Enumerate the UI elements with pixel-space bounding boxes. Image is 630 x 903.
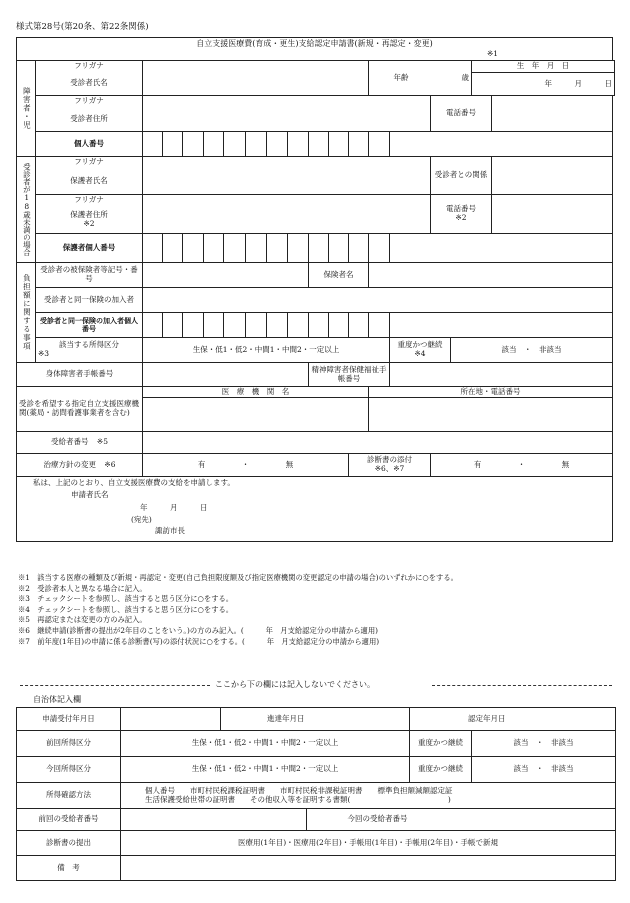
personal-number-rest: [390, 132, 613, 157]
personal-number-digit[interactable]: [369, 234, 390, 263]
treatment-no[interactable]: 無: [285, 459, 294, 469]
application-form: [16, 37, 615, 542]
treatment-yes[interactable]: 有: [197, 459, 206, 469]
note-7: ※7 前年度(1年目)の申請に係る診断書(写)の添付状況に○をする。( 年 月支給認定分の申請から適用): [18, 636, 380, 646]
confirm-method-options[interactable]: [121, 783, 616, 809]
certificate-options[interactable]: [431, 454, 613, 477]
treatment-change-label: [17, 454, 143, 477]
guardian-name-label: 保護者氏名: [36, 169, 143, 195]
personal-number-digit[interactable]: [183, 313, 204, 338]
patient-personal-number-label: 個人番号: [36, 132, 143, 157]
separator-right: [432, 685, 612, 686]
confirm-method-label: 所得確認方法: [17, 783, 121, 809]
income-options[interactable]: 生保・低1・低2・中間1・中間2・一定以上: [143, 338, 390, 363]
treatment-change-options[interactable]: [143, 454, 349, 477]
note-4: ※4 チェックシートを参照し、該当すると思う区分に○をする。: [18, 604, 234, 614]
personal-number-digit[interactable]: [329, 313, 349, 338]
received-date-input[interactable]: [121, 708, 221, 731]
current-recipient-label: 今回の受給者番号: [307, 809, 410, 831]
personal-number-digit[interactable]: [288, 313, 309, 338]
notes: [18, 573, 628, 647]
recipient-number-input[interactable]: [143, 432, 613, 454]
mark-1: ※1: [487, 49, 499, 58]
patient-furigana-input[interactable]: [143, 61, 369, 73]
same-insured-label: 受診者と同一保険の加入者: [36, 288, 143, 313]
insured-number-label: 受診者の被保険者等記号・番号: [36, 263, 143, 288]
personal-number-digit[interactable]: [309, 234, 329, 263]
personal-number-digit[interactable]: [267, 313, 288, 338]
prev-income-label: 前回所得区分: [17, 731, 121, 757]
severe-label: [390, 338, 451, 363]
personal-number-digit[interactable]: [224, 313, 246, 338]
remarks-label: 備 考: [17, 856, 121, 881]
note-6: ※6 継続申請(診断書の提出が2年目のことをいう。)の方のみ記入。( 年 月支給認定分の申請から適用): [18, 625, 378, 635]
personal-number-digit[interactable]: [183, 132, 204, 157]
age-input[interactable]: [411, 61, 472, 96]
personal-number-digit[interactable]: [349, 132, 369, 157]
insured-number-input[interactable]: [143, 263, 309, 288]
personal-number-digit[interactable]: [163, 313, 183, 338]
personal-number-digit[interactable]: [329, 132, 349, 157]
personal-number-digit[interactable]: [246, 132, 267, 157]
birth-label: 生 年 月 日: [472, 61, 615, 73]
guardian-address-mark: ※2: [83, 218, 95, 228]
guardian-address-text: 保護者住所: [70, 210, 108, 220]
office-section-title: 自治体記入欄: [33, 695, 81, 704]
prev-income-options[interactable]: 生保・低1・低2・中間1・中間2・一定以上: [121, 731, 410, 757]
diagnosis-options[interactable]: 医療用(1年目)・医療用(2年目)・手帳用(1年目)・手帳用(2年目)・手帳で新規: [121, 831, 616, 856]
personal-number-digit[interactable]: [204, 132, 224, 157]
treatment-change-text: 治療方針の変更: [43, 459, 97, 469]
remarks-input[interactable]: [121, 856, 616, 881]
guardian-address-furigana-label: フリガナ: [36, 195, 143, 207]
sent-date-input[interactable]: [307, 708, 410, 731]
treatment-change-mark: ※6: [104, 459, 116, 469]
guardian-phone-input[interactable]: [492, 195, 613, 234]
patient-phone-label: 電話番号: [431, 96, 492, 132]
certificate-dot: ・: [517, 459, 526, 469]
institution-label: 受診を希望する指定自立支援医療機関(薬局・訪問看護事業者を含む): [17, 387, 143, 432]
guardian-relation-label: 受診者との関係: [431, 157, 492, 195]
personal-number-digit[interactable]: [369, 313, 390, 338]
personal-number-digit[interactable]: [246, 313, 267, 338]
office-table: [16, 707, 616, 881]
income-label: [36, 338, 143, 363]
current-income-options[interactable]: 生保・低1・低2・中間1・中間2・一定以上: [121, 757, 410, 783]
mayor: 諏訪市長: [155, 526, 185, 535]
institution-name-input[interactable]: [143, 398, 369, 432]
personal-number-digit[interactable]: [309, 132, 329, 157]
certificate-yes[interactable]: 有: [473, 459, 482, 469]
patient-name-label: 受診者氏名: [36, 73, 143, 96]
prev-recipient-label: 前回の受給者番号: [17, 809, 121, 831]
personal-number-digit[interactable]: [267, 132, 288, 157]
personal-number-digit[interactable]: [246, 234, 267, 263]
guardian-address-furigana-input[interactable]: [143, 195, 431, 207]
physical-handbook-label: 身体障害者手帳番号: [17, 363, 143, 387]
sent-date-label: 進達年月日: [221, 708, 307, 731]
personal-number-digit[interactable]: [163, 234, 183, 263]
income-mark: ※3: [38, 349, 50, 358]
approved-date-input[interactable]: [508, 708, 616, 731]
personal-number-rest: [390, 234, 613, 263]
note-1: ※1 該当する医療の種類及び新規・再認定・変更(自己負担限度額及び指定医療機関の変更認定の申請の場合)のいずれかに○をする。: [18, 573, 458, 582]
declaration-block: [17, 477, 613, 542]
current-income-label: 今回所得区分: [17, 757, 121, 783]
insurer-label: 保険者名: [309, 263, 369, 288]
personal-number-digit[interactable]: [163, 132, 183, 157]
declaration-date[interactable]: 年 月 日: [140, 503, 208, 512]
guardian-phone-mark: ※2: [455, 213, 467, 222]
personal-number-digit[interactable]: [369, 132, 390, 157]
separator-left: [20, 685, 210, 686]
separator-text: ここから下の欄には記入しないでください。: [215, 680, 375, 689]
personal-number-digit[interactable]: [309, 313, 329, 338]
burden-section-label: 負担額に関する事項: [17, 263, 36, 363]
personal-number-digit[interactable]: [267, 234, 288, 263]
form-number: 様式第28号(第20条、第22条関係): [16, 22, 149, 32]
patient-address-label: 受診者住所: [36, 108, 143, 132]
guardian-relation-input[interactable]: [492, 157, 613, 195]
guardian-personal-number-label: 保護者個人番号: [36, 234, 143, 263]
personal-number-digit[interactable]: [224, 234, 246, 263]
personal-number-digit[interactable]: [143, 313, 163, 338]
guardian-furigana-label: フリガナ: [36, 157, 143, 169]
same-insured-input[interactable]: [143, 288, 613, 313]
same-insured-number-label: 受診者と同一保険の加入者個人番号: [36, 313, 143, 338]
patient-phone-input[interactable]: [492, 96, 613, 132]
severe-text: 重度かつ継続: [397, 340, 443, 350]
recipient-number-mark: ※5: [96, 437, 108, 447]
certificate-no[interactable]: 無: [561, 459, 570, 469]
personal-number-digit[interactable]: [143, 234, 163, 263]
approved-date-label: 認定年月日: [410, 708, 508, 731]
patient-address-input[interactable]: [143, 108, 431, 132]
certificate-label: [349, 454, 431, 477]
personal-number-digit[interactable]: [224, 132, 246, 157]
patient-address-furigana-input[interactable]: [143, 96, 431, 108]
personal-number-digit[interactable]: [288, 234, 309, 263]
income-text: 該当する所得区分: [59, 340, 119, 350]
personal-number-digit[interactable]: [204, 313, 224, 338]
birth-date-input[interactable]: 年 月 日: [472, 73, 615, 96]
form-title: 自立支援医療費(育成・更生)支給認定申請書(新規・再認定・変更): [196, 39, 433, 48]
personal-number-digit[interactable]: [143, 132, 163, 157]
declaration-statement: 私は、上記のとおり、自立支援医療費の支給を申請します。: [33, 478, 235, 487]
prev-severe-label: 重度かつ継続: [410, 731, 472, 757]
treatment-dot: ・: [241, 459, 250, 469]
severe-mark: ※4: [414, 349, 426, 358]
age-label: 年齢: [369, 61, 411, 96]
note-3: ※3 チェックシートを参照し、該当すると思う区分に○をする。: [18, 594, 234, 604]
guardian-furigana-input[interactable]: [143, 157, 431, 169]
severe-options[interactable]: 該当 ・ 非該当: [451, 338, 613, 363]
current-recipient-input[interactable]: [410, 809, 616, 831]
current-severe-options[interactable]: 該当 ・ 非該当: [472, 757, 616, 783]
guardian-phone-label: [431, 195, 492, 234]
confirm-line-1[interactable]: 個人番号 市町村民税課税証明書 市町村民税非課税証明書 標準負担額減額認定証: [145, 785, 453, 795]
diagnosis-label: 診断書の提出: [17, 831, 121, 856]
institution-name-header: 医 療 機 関 名: [143, 387, 369, 398]
received-date-label: 申請受付年月日: [17, 708, 121, 731]
physical-handbook-input[interactable]: [143, 363, 309, 387]
recipient-number-text: 受給者番号: [51, 437, 89, 447]
personal-number-rest: [390, 313, 613, 338]
note-2: ※2 受診者本人と異なる場合に記入。: [18, 583, 147, 593]
mental-handbook-input[interactable]: [390, 363, 613, 387]
guardian-section-label: 受診者が18歳未満の場合: [17, 157, 36, 263]
prev-recipient-input[interactable]: [121, 809, 307, 831]
mental-handbook-label: 精神障害者保健福祉手帳番号: [309, 363, 390, 387]
patient-address-furigana-label: フリガナ: [36, 96, 143, 108]
note-5: ※5 再認定または変更の方のみ記入。: [18, 615, 147, 625]
addressee: (宛先): [131, 515, 152, 524]
personal-number-digit[interactable]: [349, 313, 369, 338]
patient-section-label: 障害者・児: [17, 61, 36, 157]
personal-number-digit[interactable]: [349, 234, 369, 263]
personal-number-digit[interactable]: [204, 234, 224, 263]
certificate-text: 診断書の添付: [367, 455, 412, 465]
personal-number-digit[interactable]: [329, 234, 349, 263]
age-unit: 歳: [461, 72, 469, 82]
prev-severe-options[interactable]: 該当 ・ 非該当: [472, 731, 616, 757]
patient-furigana-label: フリガナ: [36, 61, 143, 73]
guardian-phone-text: 電話番号: [446, 204, 476, 214]
applicant-name-label: 申請者氏名: [71, 490, 109, 499]
personal-number-digit[interactable]: [183, 234, 204, 263]
recipient-number-label: [17, 432, 143, 454]
patient-name-input[interactable]: [143, 73, 369, 96]
institution-address-input[interactable]: [369, 398, 613, 432]
confirm-line-2[interactable]: 生活保護受給世帯の証明書 その他収入等を証明する書類( ): [145, 794, 451, 804]
guardian-address-input[interactable]: [143, 207, 431, 234]
guardian-address-label: [36, 207, 143, 234]
personal-number-digit[interactable]: [288, 132, 309, 157]
certificate-mark: ※6、※7: [374, 464, 405, 473]
guardian-name-input[interactable]: [143, 169, 431, 195]
current-severe-label: 重度かつ継続: [410, 757, 472, 783]
insurer-input[interactable]: [369, 263, 613, 288]
institution-address-header: 所在地・電話番号: [369, 387, 613, 398]
